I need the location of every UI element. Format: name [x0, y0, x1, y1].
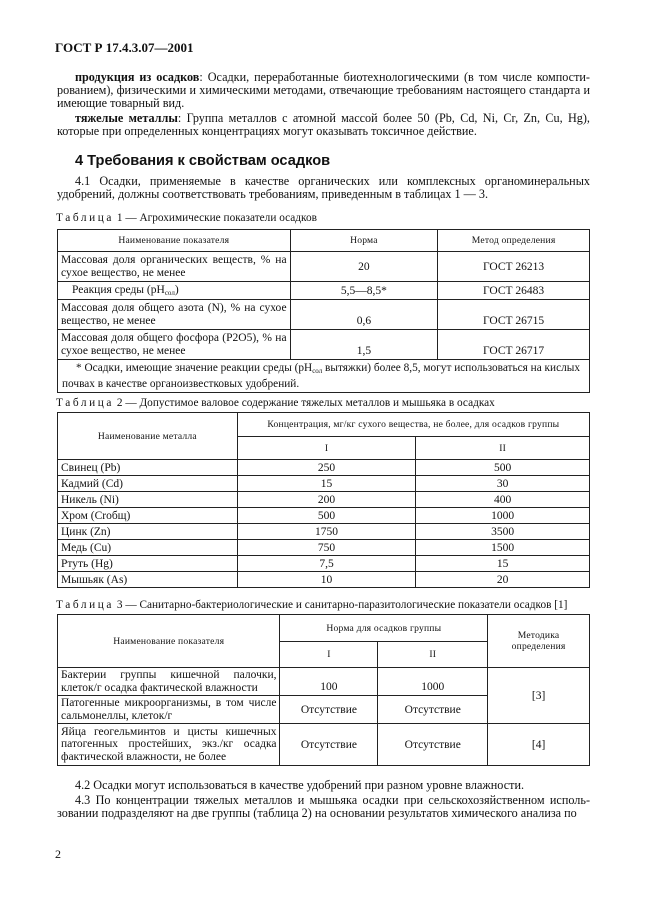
table-row: [58, 668, 590, 696]
paragraph-4-2: 4.2 Осадки могут использоваться в качестве удобрений при разном уровне влажности.: [75, 778, 525, 792]
table3-cell-g1: Отсутствие: [280, 696, 378, 724]
table2-cell-g2: 3500: [416, 524, 590, 540]
table2-cell-g2: 15: [416, 556, 590, 572]
definition-text: : Группа металлов с атомной массой более 50 (Pb, Cd, Ni, Cr, Zn, Cu, Hg), которые при определенных концентрациях могут оказывать токсичное действие.: [57, 111, 590, 139]
table2-col-group2: II: [416, 437, 590, 460]
paragraph-4-3: 4.3 По концентрации тяжелых металлов и мышьяка осадки при сельскохозяйственном исполь-зовании подразделяют на две группы (таблица 2) на основании результатов химического анализа по: [57, 793, 590, 821]
table1-cell-method: ГОСТ 26717: [438, 330, 590, 360]
table2-cell-g1: 1750: [237, 524, 416, 540]
term-heavy-metals: тяжелые металлы: [75, 111, 178, 125]
definition-text: : Осадки, переработанные биотехнологическими (в том числе компости-рованием), физическими и химическими методами, отвечающие требованиям настоящего стандарта и имеющие товарный вид.: [57, 70, 590, 111]
table2-cell-g1: 200: [237, 492, 416, 508]
table2-cell-g2: 500: [416, 460, 590, 476]
table1-agrochemical: [57, 229, 590, 393]
table3-cell-method: [3]: [488, 668, 590, 724]
table-row: [58, 540, 590, 556]
table3-cell-g2: 1000: [378, 668, 488, 696]
table2-cell-metal: Хром (Crобщ): [58, 508, 238, 524]
table2-col-metal: Наименование металла: [58, 413, 238, 460]
table2-cell-g2: 20: [416, 572, 590, 588]
table1-cell-norm: 1,5: [290, 330, 438, 360]
table1-cell-name: Массовая доля общего азота (N), % на сухое вещество, не менее: [58, 300, 291, 330]
table1-cell-name: Реакция среды $(pH_{сол})$: [58, 282, 291, 300]
table3-caption: Таблица 3 — Санитарно-бактериологические и санитарно-паразитологические показатели осадков [1]: [56, 599, 568, 611]
table1-header-row: [58, 230, 590, 252]
table1-cell-method: ГОСТ 26213: [438, 252, 590, 282]
document-header: ГОСТ Р 17.4.3.07—2001: [55, 40, 194, 55]
table3-cell-method: [4]: [488, 724, 590, 766]
table2-cell-metal: Кадмий (Cd): [58, 476, 238, 492]
table2-cell-g1: 250: [237, 460, 416, 476]
term-sludge-products: продукция из осадков: [75, 70, 200, 84]
page-number: 2: [55, 847, 61, 861]
table-row: [58, 330, 590, 360]
table3-cell-g1: 100: [280, 668, 378, 696]
table-row: [58, 300, 590, 330]
table2-cell-g1: 750: [237, 540, 416, 556]
table-row: [58, 460, 590, 476]
table-row: [58, 556, 590, 572]
definition-heavy-metals: [57, 112, 590, 138]
table2-caption: Таблица 2 — Допустимое валовое содержание тяжелых металлов и мышьяка в осадках: [56, 397, 495, 409]
table-row: [58, 508, 590, 524]
table1-cell-norm: 5,5—8,5*: [290, 282, 438, 300]
table2-col-concentration: Концентрация, мг/кг сухого вещества, не более, для осадков группы: [237, 413, 589, 437]
table3-col-group2: II: [378, 642, 488, 668]
table2-cell-g1: 15: [237, 476, 416, 492]
table1-footnote: * Осадки, имеющие значение реакции среды ($pH_{сол}$ вытяжки) более 8,5, могут использоваться на кислых почвах в качестве органоизвестковых удобрений.: [58, 360, 590, 393]
table3-col-method: Методика определения: [488, 615, 590, 668]
table2-cell-g1: 7,5: [237, 556, 416, 572]
table2-cell-g2: 1500: [416, 540, 590, 556]
table-row: [58, 252, 590, 282]
table2-col-group1: I: [237, 437, 416, 460]
table2-cell-g1: 500: [237, 508, 416, 524]
table1-cell-name: Массовая доля общего фосфора (P2O5), % на сухое вещество, не менее: [58, 330, 291, 360]
table1-col-name: Наименование показателя: [58, 230, 291, 252]
table1-cell-method: ГОСТ 26715: [438, 300, 590, 330]
table3-cell-name: Патогенные микроорганизмы, в том числе сальмонеллы, клеток/г: [58, 696, 280, 724]
section-title: 4 Требования к свойствам осадков: [75, 153, 331, 169]
definition-sludge-products: [57, 71, 590, 111]
table3-cell-g1: Отсутствие: [280, 724, 378, 766]
table3-cell-g2: Отсутствие: [378, 724, 488, 766]
table1-col-norm: Норма: [290, 230, 438, 252]
table2-cell-metal: Медь (Cu): [58, 540, 238, 556]
table-row: [58, 476, 590, 492]
table2-cell-metal: Цинк (Zn): [58, 524, 238, 540]
table2-cell-metal: Свинец (Pb): [58, 460, 238, 476]
table2-header-row: [58, 413, 590, 437]
table2-cell-g2: 400: [416, 492, 590, 508]
table2-cell-g2: 30: [416, 476, 590, 492]
table2-cell-g1: 10: [237, 572, 416, 588]
table2-heavy-metals: [57, 412, 590, 588]
table3-cell-name: Яйца геогельминтов и цисты кишечных патогенных простейших, экз./кг осадка фактической влажности, не более: [58, 724, 280, 766]
table-row: [58, 724, 590, 766]
table1-caption: Таблица 1 — Агрохимические показатели осадков: [56, 212, 317, 224]
table1-cell-name: Массовая доля органических веществ, % на сухое вещество, не менее: [58, 252, 291, 282]
paragraph-4-1: 4.1 Осадки, применяемые в качестве органических или комплексных органоминеральных удобрений, должны соответствовать требованиям, приведенным в таблицах 1 — 3.: [57, 174, 590, 202]
table2-cell-g2: 1000: [416, 508, 590, 524]
table1-cell-norm: 20: [290, 252, 438, 282]
table2-cell-metal: Мышьяк (As): [58, 572, 238, 588]
table1-cell-norm: 0,6: [290, 300, 438, 330]
table2-cell-metal: Ртуть (Hg): [58, 556, 238, 572]
table3-col-name: Наименование показателя: [58, 615, 280, 668]
table-row: [58, 282, 590, 300]
table3-cell-name: Бактерии группы кишечной палочки, клеток/г осадка фактической влажности: [58, 668, 280, 696]
table-row: [58, 492, 590, 508]
table3-col-group1: I: [280, 642, 378, 668]
table-row: [58, 572, 590, 588]
table1-footnote-row: [58, 360, 590, 393]
table3-cell-g2: Отсутствие: [378, 696, 488, 724]
table3-header-row: [58, 615, 590, 642]
table1-cell-method: ГОСТ 26483: [438, 282, 590, 300]
table1-col-method: Метод определения: [438, 230, 590, 252]
table3-col-norm: Норма для осадков группы: [280, 615, 488, 642]
table3-sanitary: [57, 614, 590, 766]
table-row: [58, 524, 590, 540]
table2-cell-metal: Никель (Ni): [58, 492, 238, 508]
